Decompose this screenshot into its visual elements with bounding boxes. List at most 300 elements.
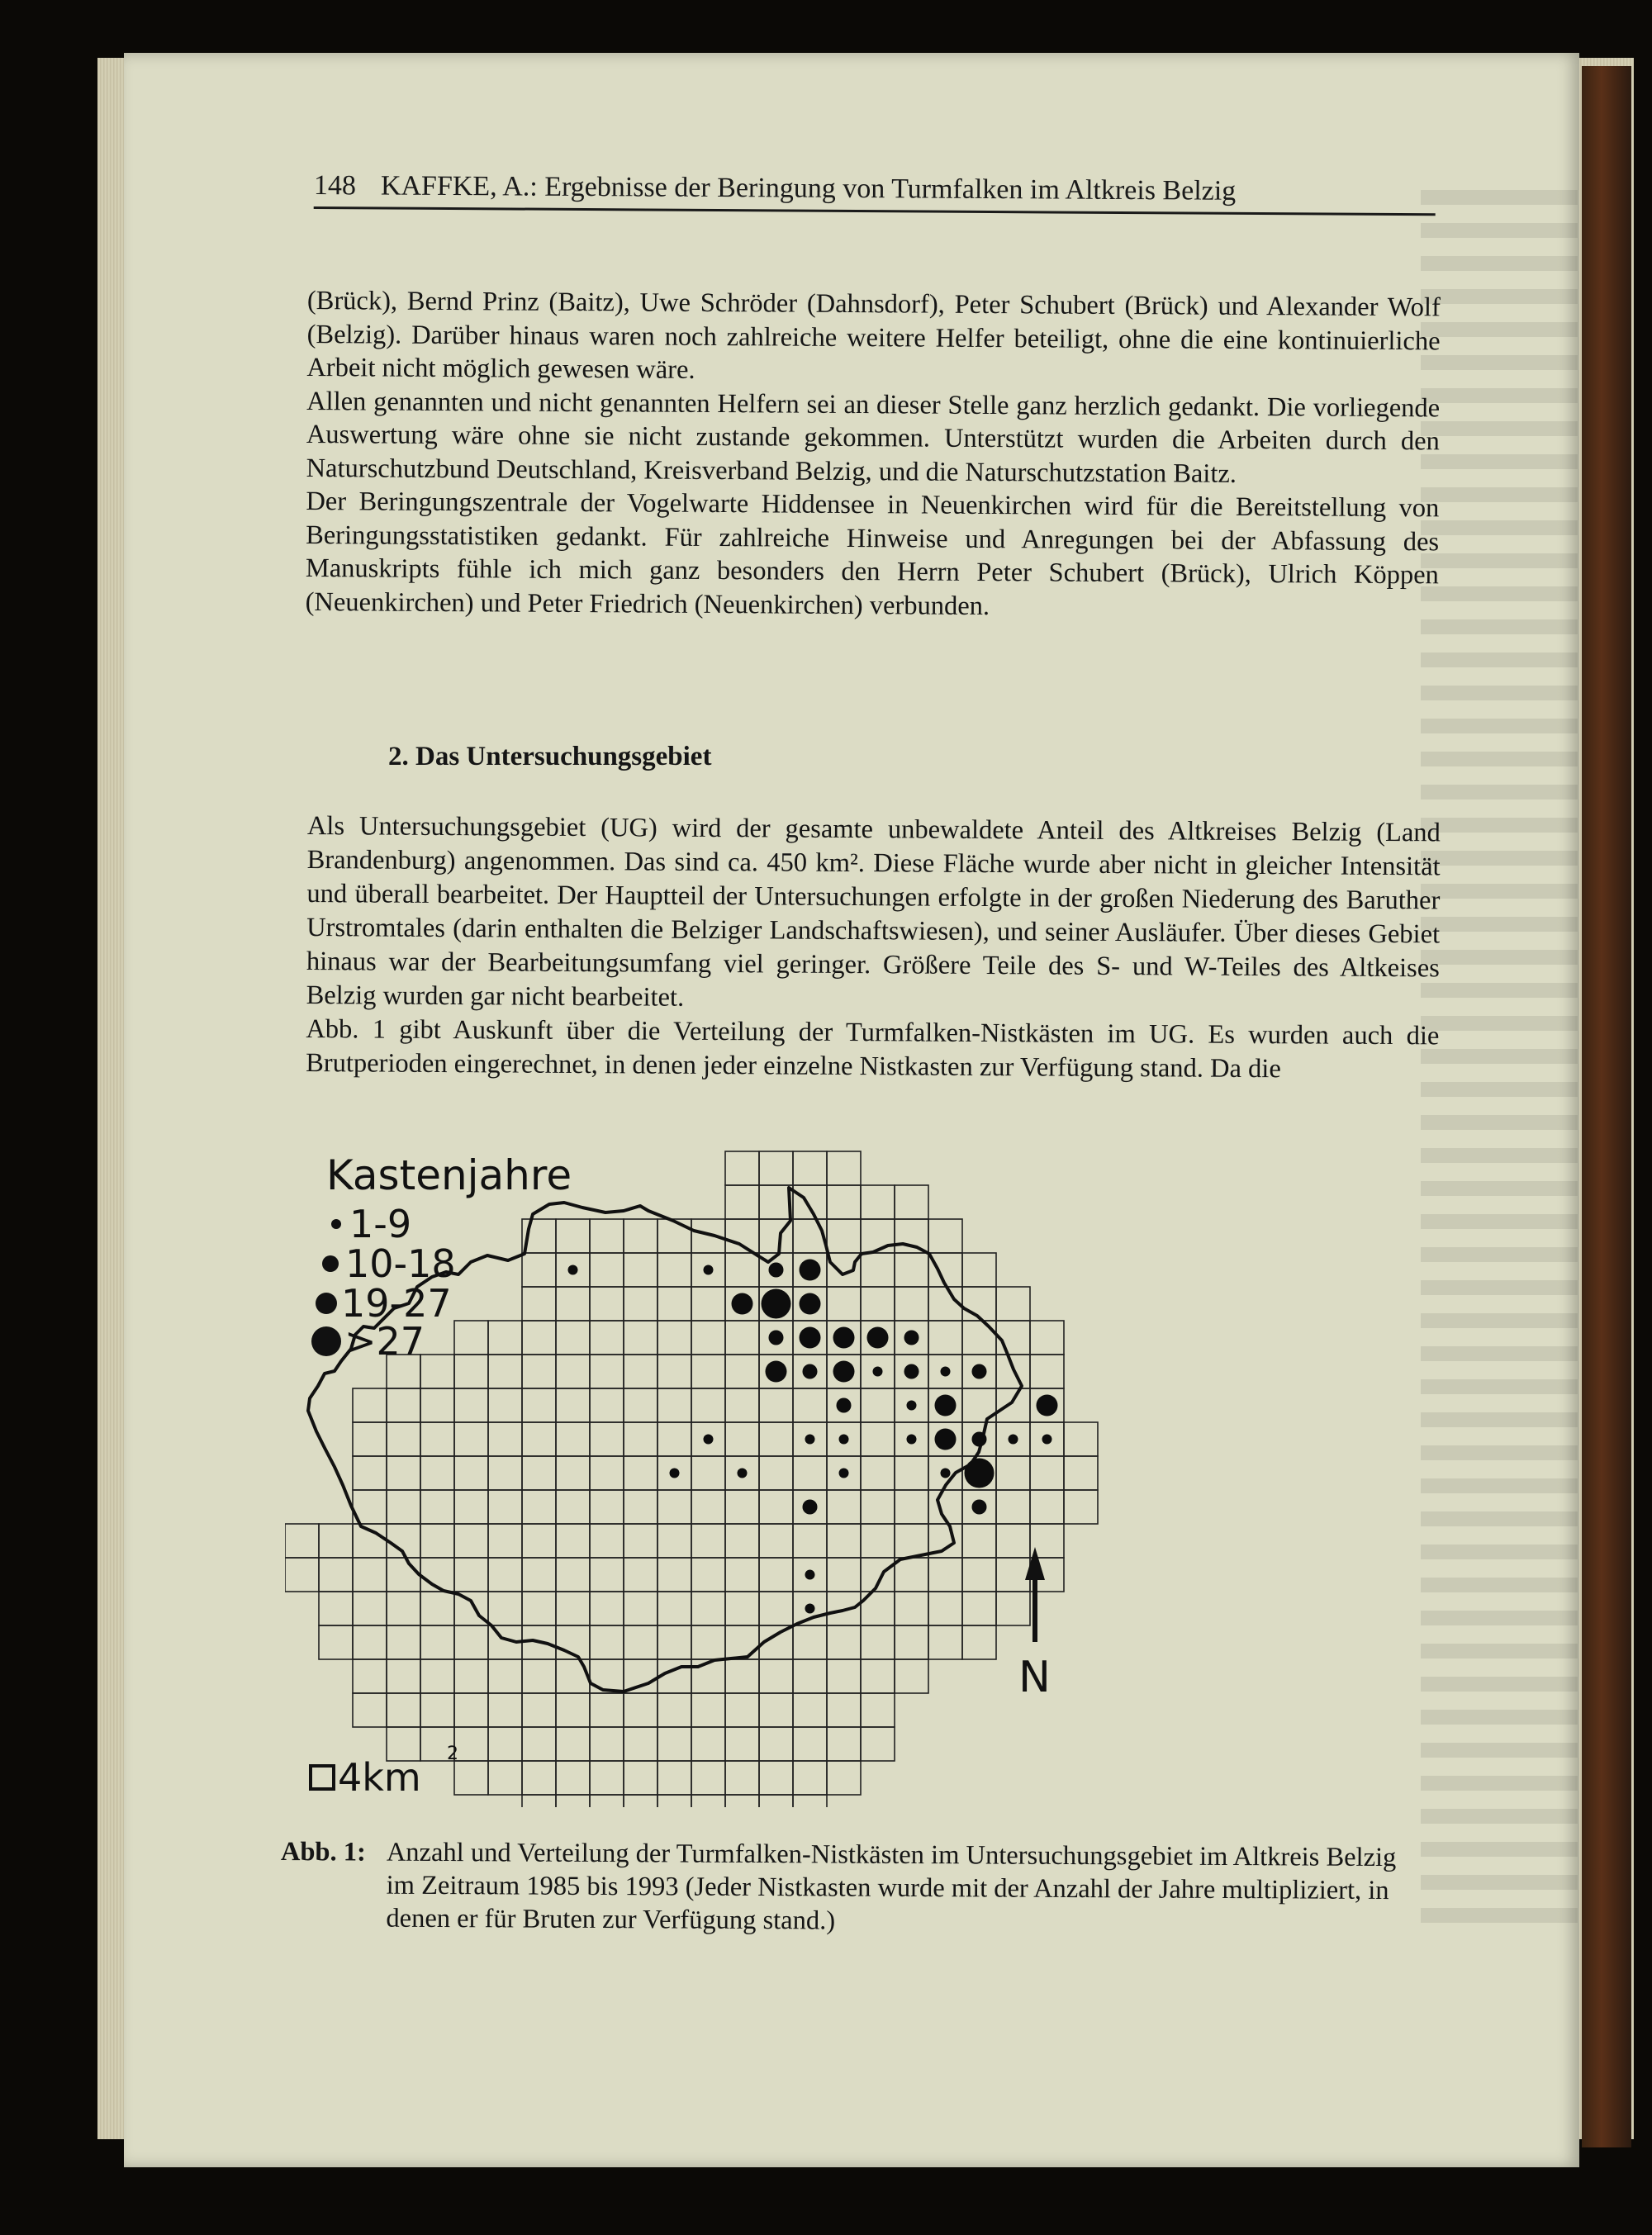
grid-square bbox=[590, 1219, 624, 1253]
grid-square bbox=[624, 1456, 657, 1490]
grid-square bbox=[725, 1388, 759, 1422]
grid-square bbox=[759, 1795, 793, 1807]
grid-square bbox=[759, 1151, 793, 1185]
grid-square bbox=[522, 1558, 556, 1592]
north-arrow-head bbox=[1025, 1547, 1045, 1580]
grid-square bbox=[353, 1422, 387, 1456]
grid-square bbox=[657, 1321, 691, 1355]
nest-box-dot bbox=[568, 1265, 578, 1275]
grid-square bbox=[827, 1151, 861, 1185]
grid-square bbox=[454, 1321, 488, 1355]
grid-square bbox=[691, 1287, 725, 1321]
north-arrow bbox=[1018, 1547, 1051, 1702]
grid-square bbox=[624, 1422, 657, 1456]
grid-square bbox=[657, 1727, 691, 1761]
grid-square bbox=[827, 1558, 861, 1592]
grid-square bbox=[624, 1355, 657, 1388]
grid-square bbox=[522, 1592, 556, 1625]
grid-square bbox=[556, 1592, 590, 1625]
grid-square bbox=[827, 1185, 861, 1219]
grid-square bbox=[454, 1524, 488, 1558]
grid-square bbox=[895, 1219, 928, 1253]
grid-square bbox=[861, 1253, 895, 1287]
grid-square bbox=[1030, 1355, 1064, 1388]
grid-square bbox=[691, 1592, 725, 1625]
grid-square bbox=[895, 1592, 928, 1625]
grid-square bbox=[759, 1761, 793, 1795]
grid-square bbox=[454, 1625, 488, 1659]
grid-square bbox=[420, 1456, 454, 1490]
grid-square bbox=[827, 1727, 861, 1761]
grid-square bbox=[285, 1558, 319, 1592]
distribution-map bbox=[285, 1138, 1458, 1807]
grid-square bbox=[556, 1693, 590, 1727]
grid-square bbox=[759, 1592, 793, 1625]
grid-square bbox=[996, 1558, 1030, 1592]
grid-square bbox=[353, 1388, 387, 1422]
nest-box-dot bbox=[904, 1364, 919, 1379]
legend-label: 1-9 bbox=[349, 1202, 412, 1246]
grid-square bbox=[353, 1625, 387, 1659]
grid-square bbox=[827, 1625, 861, 1659]
grid-square bbox=[725, 1659, 759, 1693]
grid-square bbox=[353, 1456, 387, 1490]
grid-square bbox=[590, 1456, 624, 1490]
grid-square bbox=[590, 1388, 624, 1422]
grid-square bbox=[657, 1287, 691, 1321]
nest-box-dot bbox=[972, 1432, 987, 1447]
legend-title: Kastenjahre bbox=[326, 1151, 572, 1199]
grid-square bbox=[962, 1524, 996, 1558]
grid-square bbox=[556, 1456, 590, 1490]
nest-box-dot bbox=[904, 1331, 919, 1345]
grid-square bbox=[387, 1456, 420, 1490]
grid-square bbox=[657, 1693, 691, 1727]
grid-square bbox=[657, 1355, 691, 1388]
grid-square bbox=[962, 1592, 996, 1625]
grid-square bbox=[928, 1321, 962, 1355]
grid-square bbox=[691, 1490, 725, 1524]
grid-square bbox=[657, 1592, 691, 1625]
grid-square bbox=[1064, 1490, 1098, 1524]
section-heading: 2. Das Untersuchungsgebiet bbox=[388, 742, 712, 771]
grid-square bbox=[454, 1659, 488, 1693]
grid-square bbox=[657, 1795, 691, 1807]
grid-square bbox=[454, 1355, 488, 1388]
grid-square bbox=[793, 1151, 827, 1185]
grid-square bbox=[387, 1388, 420, 1422]
grid-square bbox=[454, 1727, 488, 1761]
grid-square bbox=[657, 1761, 691, 1795]
grid-square bbox=[454, 1422, 488, 1456]
grid-square bbox=[454, 1761, 488, 1795]
grid-square bbox=[590, 1558, 624, 1592]
nest-box-dot bbox=[800, 1327, 821, 1349]
grid-square bbox=[420, 1659, 454, 1693]
grid-square bbox=[1030, 1321, 1064, 1355]
grid-square bbox=[590, 1761, 624, 1795]
grid-square bbox=[556, 1287, 590, 1321]
grid-square bbox=[928, 1592, 962, 1625]
grid-square bbox=[928, 1625, 962, 1659]
grid-square bbox=[691, 1524, 725, 1558]
grid-square bbox=[895, 1253, 928, 1287]
grid-square bbox=[387, 1625, 420, 1659]
grid-square bbox=[793, 1693, 827, 1727]
grid-square bbox=[285, 1524, 319, 1558]
grid-square bbox=[759, 1727, 793, 1761]
grid-square bbox=[488, 1761, 522, 1795]
grid-square bbox=[759, 1456, 793, 1490]
grid-square bbox=[725, 1625, 759, 1659]
paragraph: Der Beringungszentrale der Vogelwarte Hiddensee in Neuenkirchen wird für die Bereitstellung von Beringungsstatistiken gedankt. Für zahlreiche Hinweise und Anregungen bei der Abfassung des Manuskripts fühle ich mich ganz besonders den Herrn Peter Schubert (Brück), Ulrich Köppen (Neuenkirchen) und Peter Friedrich (Neuenkirchen) verbunden. bbox=[305, 486, 1440, 621]
grid-square bbox=[488, 1456, 522, 1490]
legend-label: 10-18 bbox=[345, 1241, 456, 1286]
grid-square bbox=[420, 1422, 454, 1456]
nest-box-dot bbox=[935, 1395, 957, 1416]
grid-square bbox=[353, 1592, 387, 1625]
grid-square bbox=[590, 1253, 624, 1287]
grid-square bbox=[996, 1490, 1030, 1524]
nest-box-dot bbox=[907, 1401, 917, 1411]
grid-square bbox=[420, 1355, 454, 1388]
nest-box-dot bbox=[738, 1469, 748, 1478]
grid-square bbox=[590, 1321, 624, 1355]
grid-square bbox=[624, 1693, 657, 1727]
grid-square bbox=[657, 1524, 691, 1558]
grid-square bbox=[793, 1625, 827, 1659]
nest-box-dot bbox=[839, 1435, 849, 1445]
legend-label: >27 bbox=[344, 1319, 425, 1364]
grid-square bbox=[996, 1592, 1030, 1625]
nest-box-dot bbox=[935, 1429, 957, 1450]
grid-square bbox=[827, 1490, 861, 1524]
grid-square bbox=[488, 1355, 522, 1388]
grid-square bbox=[319, 1592, 353, 1625]
nest-box-dot bbox=[805, 1435, 815, 1445]
grid-square bbox=[624, 1388, 657, 1422]
nest-box-dot bbox=[800, 1260, 821, 1281]
grid-square bbox=[725, 1693, 759, 1727]
grid-square bbox=[590, 1287, 624, 1321]
grid-square bbox=[793, 1727, 827, 1761]
grid-square bbox=[759, 1693, 793, 1727]
grid-square bbox=[590, 1693, 624, 1727]
grid-square bbox=[522, 1490, 556, 1524]
grid-square bbox=[861, 1287, 895, 1321]
grid-square bbox=[522, 1321, 556, 1355]
grid-square bbox=[522, 1795, 556, 1807]
grid-square bbox=[556, 1761, 590, 1795]
grid-square bbox=[725, 1151, 759, 1185]
grid-square bbox=[827, 1253, 861, 1287]
grid-square bbox=[590, 1795, 624, 1807]
grid-square bbox=[590, 1625, 624, 1659]
grid-square bbox=[590, 1422, 624, 1456]
nest-box-dot bbox=[965, 1459, 995, 1488]
caption-text: Anzahl und Verteilung der Turmfalken-Nistkästen im Untersuchungsgebiet im Altkreis Belzig im Zeitraum 1985 bis 1993 (Jeder Nistkasten wurde mit der Anzahl der Jahre multipliziert, in denen er für Bruten zur Verfügung stand.) bbox=[386, 1837, 1397, 1936]
grid-square bbox=[861, 1524, 895, 1558]
legend-dot-medium bbox=[322, 1255, 339, 1272]
grid-square bbox=[691, 1795, 725, 1807]
grid-square bbox=[488, 1727, 522, 1761]
grid-square bbox=[319, 1625, 353, 1659]
grid-square bbox=[657, 1490, 691, 1524]
grid-square bbox=[759, 1659, 793, 1693]
grid-square bbox=[624, 1761, 657, 1795]
grid-square bbox=[488, 1558, 522, 1592]
grid-square bbox=[725, 1761, 759, 1795]
nest-box-dot bbox=[907, 1435, 917, 1445]
grid-square bbox=[962, 1625, 996, 1659]
nest-box-dot bbox=[704, 1435, 714, 1445]
grid-square bbox=[793, 1388, 827, 1422]
grid-square bbox=[420, 1625, 454, 1659]
grid-square bbox=[590, 1490, 624, 1524]
grid-square bbox=[387, 1659, 420, 1693]
grid-square bbox=[861, 1388, 895, 1422]
grid-square bbox=[725, 1219, 759, 1253]
grid-square bbox=[691, 1456, 725, 1490]
grid-square bbox=[556, 1490, 590, 1524]
grid-square bbox=[827, 1693, 861, 1727]
grid-square bbox=[353, 1693, 387, 1727]
grid-square bbox=[827, 1524, 861, 1558]
grid-square bbox=[861, 1727, 895, 1761]
north-label: N bbox=[1018, 1653, 1051, 1702]
nest-box-dot bbox=[873, 1367, 883, 1377]
legend-label: 19-27 bbox=[341, 1281, 452, 1326]
grid-square bbox=[1030, 1456, 1064, 1490]
grid-square bbox=[691, 1558, 725, 1592]
scale-square bbox=[311, 1766, 334, 1789]
nest-box-dot bbox=[670, 1469, 680, 1478]
grid-square bbox=[928, 1219, 962, 1253]
grid-square bbox=[590, 1727, 624, 1761]
grid-square bbox=[387, 1422, 420, 1456]
grid-square bbox=[657, 1558, 691, 1592]
grid-square bbox=[454, 1456, 488, 1490]
nest-box-dot bbox=[732, 1293, 753, 1315]
nest-box-dot bbox=[837, 1398, 852, 1413]
grid-square bbox=[793, 1456, 827, 1490]
grid-square bbox=[996, 1456, 1030, 1490]
grid-square bbox=[556, 1795, 590, 1807]
grid-square bbox=[556, 1727, 590, 1761]
grid-square bbox=[725, 1355, 759, 1388]
nest-box-dot bbox=[769, 1331, 784, 1345]
nest-box-dot bbox=[1042, 1435, 1052, 1445]
grid-square bbox=[624, 1219, 657, 1253]
grid-square bbox=[861, 1422, 895, 1456]
grid-square bbox=[691, 1727, 725, 1761]
grid-square bbox=[522, 1253, 556, 1287]
grid-square bbox=[861, 1185, 895, 1219]
paragraph: Allen genannten und nicht genannten Helfern sei an dieser Stelle ganz herzlich gedankt. Die vorliegende Auswertung wäre ohne sie nicht zustande gekommen. Unterstützt wurden die Arbeiten durch den Naturschutzbund Deutschland, Kreisverband Belzig, und die Naturschutzstation Baitz. bbox=[306, 386, 1441, 489]
nest-box-dot bbox=[972, 1500, 987, 1515]
grid-square bbox=[387, 1693, 420, 1727]
body-text-study-area bbox=[306, 809, 1441, 1087]
grid-square bbox=[522, 1422, 556, 1456]
grid-square bbox=[895, 1524, 928, 1558]
grid-square bbox=[657, 1625, 691, 1659]
grid-square bbox=[861, 1456, 895, 1490]
running-title: KAFFKE, A.: Ergebnisse der Beringung von Turmfalken im Altkreis Belzig bbox=[380, 170, 1237, 206]
grid-square bbox=[522, 1388, 556, 1422]
grid-square bbox=[624, 1625, 657, 1659]
grid-square bbox=[725, 1422, 759, 1456]
nest-box-dot bbox=[805, 1570, 815, 1580]
grid-square bbox=[928, 1558, 962, 1592]
grid-square bbox=[962, 1321, 996, 1355]
scale-superscript: 2 bbox=[447, 1744, 458, 1764]
caption-label: Abb. 1: bbox=[280, 1837, 366, 1867]
grid-square bbox=[895, 1625, 928, 1659]
grid-square bbox=[387, 1490, 420, 1524]
grid-square bbox=[319, 1524, 353, 1558]
grid-square bbox=[624, 1592, 657, 1625]
grid-square bbox=[996, 1524, 1030, 1558]
grid-square bbox=[488, 1321, 522, 1355]
grid-square bbox=[522, 1456, 556, 1490]
nest-box-dots bbox=[568, 1260, 1058, 1614]
paragraph: Als Untersuchungsgebiet (UG) wird der gesamte unbewaldete Anteil des Altkreises Belzig (Land Brandenburg) angenommen. Das sind ca. 450 km². Diese Fläche wurde aber nicht in gleicher Intensität und überall bearbeitet. Der Hauptteil der Untersuchungen erfolgte in der großen Niederung des Baruther Urstromtales (darin enthalten die Belziger Landschaftswiesen), und seiner Ausläufer. Über dieses Gebiet hinaus war der Bearbeitungsumfang viel geringer. Größere Teile des S- und W-Teiles des Altkeises Belzig wurden gar nicht bearbeitet. bbox=[306, 810, 1441, 1013]
grid-square bbox=[725, 1253, 759, 1287]
nest-box-dot bbox=[704, 1265, 714, 1275]
grid-square bbox=[1064, 1456, 1098, 1490]
grid-square bbox=[454, 1490, 488, 1524]
grid-square bbox=[759, 1388, 793, 1422]
grid-square bbox=[691, 1355, 725, 1388]
nest-box-dot bbox=[803, 1364, 818, 1379]
nest-box-dot bbox=[766, 1361, 787, 1383]
grid-square bbox=[488, 1659, 522, 1693]
grid-square bbox=[488, 1388, 522, 1422]
grid-square bbox=[759, 1422, 793, 1456]
grid-square bbox=[657, 1388, 691, 1422]
grid-square bbox=[827, 1659, 861, 1693]
grid-square bbox=[454, 1558, 488, 1592]
grid-square bbox=[624, 1524, 657, 1558]
grid-square bbox=[624, 1490, 657, 1524]
nest-box-dot bbox=[867, 1327, 889, 1349]
grid-square bbox=[996, 1287, 1030, 1321]
grid-square bbox=[691, 1761, 725, 1795]
grid-square bbox=[691, 1388, 725, 1422]
grid-square bbox=[725, 1524, 759, 1558]
grid-square bbox=[488, 1592, 522, 1625]
grid-square bbox=[657, 1253, 691, 1287]
grid-square bbox=[657, 1219, 691, 1253]
grid-square bbox=[1064, 1422, 1098, 1456]
nest-box-dot bbox=[805, 1604, 815, 1614]
grid-square bbox=[895, 1185, 928, 1219]
nest-box-dot bbox=[762, 1289, 791, 1319]
grid-square bbox=[861, 1490, 895, 1524]
grid-square bbox=[962, 1253, 996, 1287]
grid-square bbox=[522, 1727, 556, 1761]
grid-square bbox=[725, 1592, 759, 1625]
grid-square bbox=[522, 1761, 556, 1795]
grid-square bbox=[556, 1388, 590, 1422]
grid-square bbox=[827, 1219, 861, 1253]
grid-square bbox=[556, 1524, 590, 1558]
grid-square bbox=[454, 1388, 488, 1422]
grid-square bbox=[861, 1693, 895, 1727]
grid-square bbox=[691, 1625, 725, 1659]
grid-square bbox=[725, 1490, 759, 1524]
grid-square bbox=[759, 1524, 793, 1558]
nest-box-dot bbox=[1009, 1435, 1018, 1445]
grid-square bbox=[725, 1727, 759, 1761]
nest-box-dot bbox=[800, 1293, 821, 1315]
grid-square bbox=[624, 1321, 657, 1355]
grid-square bbox=[624, 1287, 657, 1321]
grid-square bbox=[556, 1659, 590, 1693]
grid-square bbox=[1030, 1490, 1064, 1524]
grid-square bbox=[353, 1558, 387, 1592]
scale-label: 4km bbox=[338, 1755, 421, 1800]
grid-square bbox=[725, 1185, 759, 1219]
grid-square bbox=[793, 1795, 827, 1807]
grid-square bbox=[420, 1524, 454, 1558]
grid-square bbox=[556, 1558, 590, 1592]
grid-square bbox=[759, 1558, 793, 1592]
grid-square bbox=[793, 1659, 827, 1693]
grid-square bbox=[556, 1321, 590, 1355]
grid-square bbox=[522, 1524, 556, 1558]
legend-dot-xlarge bbox=[311, 1326, 341, 1356]
grid-square bbox=[488, 1422, 522, 1456]
nest-box-dot bbox=[941, 1469, 951, 1478]
grid-square bbox=[488, 1693, 522, 1727]
grid-square bbox=[895, 1490, 928, 1524]
grid-square bbox=[657, 1422, 691, 1456]
nest-box-dot bbox=[769, 1263, 784, 1278]
paragraph: Abb. 1 gibt Auskunft über die Verteilung der Turmfalken-Nistkästen im UG. Es wurden auch die Brutperioden eingerechnet, in denen jeder einzelne Nistkasten zur Verfügung stand. Da die bbox=[306, 1013, 1440, 1084]
grid-square bbox=[319, 1558, 353, 1592]
body-text-acknowledgements bbox=[306, 284, 1441, 625]
grid-square bbox=[895, 1287, 928, 1321]
grid-square bbox=[895, 1456, 928, 1490]
grid-square bbox=[624, 1727, 657, 1761]
paragraph: (Brück), Bernd Prinz (Baitz), Uwe Schröder (Dahnsdorf), Peter Schubert (Brück) und Alexander Wolf (Belzig). Darüber hinaus waren noch zahlreiche weitere Helfer beteiligt, ohne die eine kontinuierliche Arbeit nicht möglich gewesen wäre. bbox=[306, 285, 1441, 385]
grid-square bbox=[590, 1592, 624, 1625]
nest-box-dot bbox=[972, 1364, 987, 1379]
grid-square bbox=[387, 1558, 420, 1592]
grid-square bbox=[725, 1795, 759, 1807]
figure-map bbox=[285, 1138, 1458, 1807]
grid-square bbox=[590, 1355, 624, 1388]
grid-square bbox=[759, 1490, 793, 1524]
grid-square bbox=[522, 1287, 556, 1321]
grid-square bbox=[793, 1524, 827, 1558]
nest-box-dot bbox=[941, 1367, 951, 1377]
grid-square bbox=[895, 1659, 928, 1693]
grid-square bbox=[793, 1185, 827, 1219]
grid-square bbox=[725, 1321, 759, 1355]
grid-square bbox=[488, 1524, 522, 1558]
grid-square bbox=[420, 1388, 454, 1422]
grid-square bbox=[962, 1558, 996, 1592]
grid-square bbox=[590, 1659, 624, 1693]
grid-square bbox=[624, 1795, 657, 1807]
grid-square bbox=[624, 1253, 657, 1287]
grid-square bbox=[387, 1592, 420, 1625]
grid-square bbox=[895, 1558, 928, 1592]
page-number: 148 bbox=[313, 170, 356, 202]
grid-square bbox=[691, 1321, 725, 1355]
